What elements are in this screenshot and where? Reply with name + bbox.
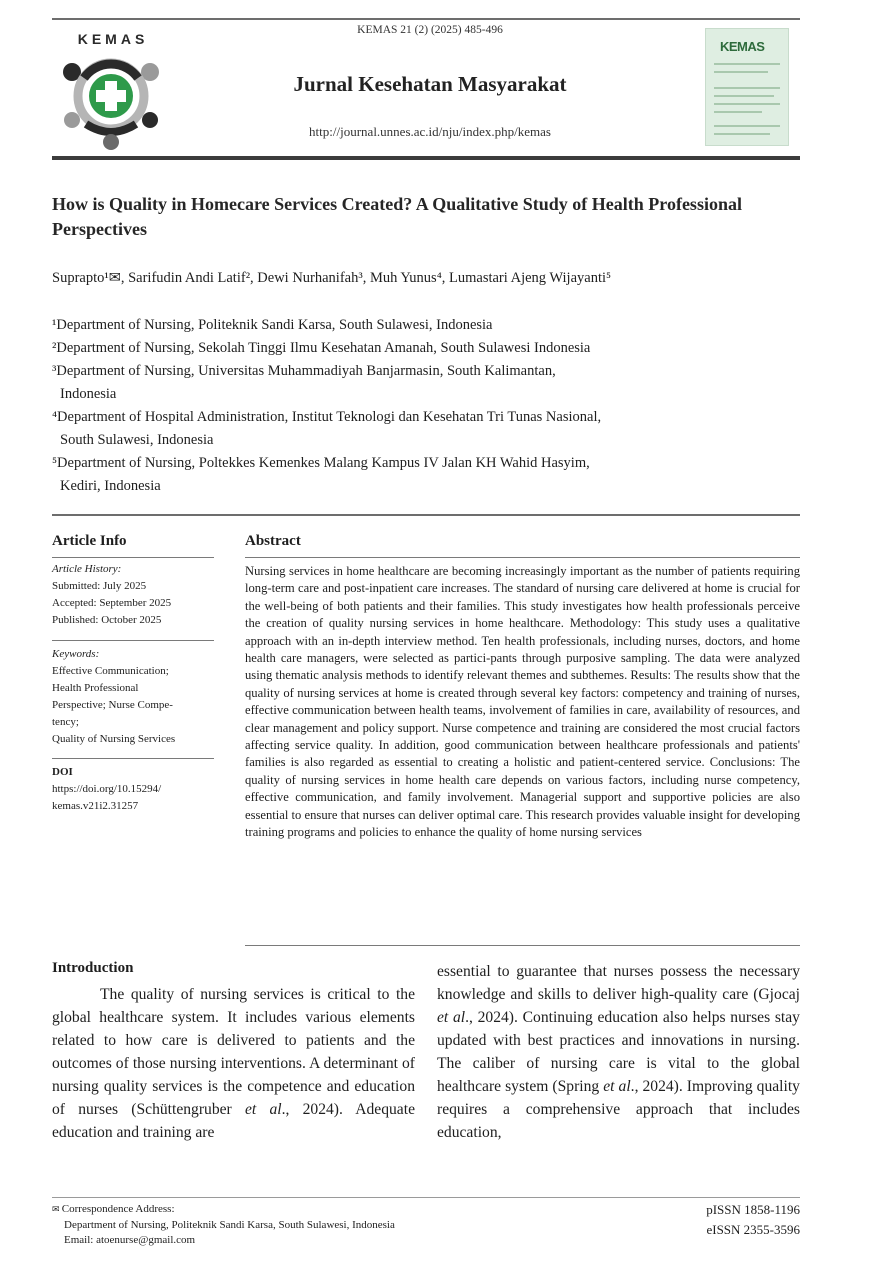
body-text: essential to guarantee that nurses possess the necessary knowledge and skills to deliver high-quality care (Gjocaj [437, 963, 800, 1003]
affiliation-line: ¹Department of Nursing, Politeknik Sandi Karsa, South Sulawesi, Indonesia [52, 317, 493, 333]
abstract-bottom-rule [245, 945, 800, 946]
cover-title: KEMAS [720, 39, 765, 54]
envelope-icon: ✉ [52, 1204, 62, 1214]
journal-url[interactable]: http://journal.unnes.ac.id/nju/index.php/kemas [309, 124, 551, 139]
body-text: ., 2024). Improving quality requires a comprehensive approach that includes education, [437, 1078, 800, 1141]
citation-etal: et al [603, 1078, 631, 1095]
footer-rule [52, 1197, 800, 1198]
abstract-rule [245, 557, 800, 558]
header-bottom-rule [52, 156, 800, 160]
svg-text:KEMAS: KEMAS [77, 31, 149, 47]
citation-etal: et al [244, 1101, 282, 1118]
abstract-heading: Abstract [245, 533, 301, 549]
affiliation-4 [52, 406, 812, 452]
body-text: The quality of nursing services is critical to the global healthcare system. It includes various elements related to how care is delivered to patients and the outcomes of those nursing interventions. A determinant of nursing quality services is the competence and education of nurses (Schüttengruber [52, 986, 415, 1118]
keywords-label: Keywords: [52, 648, 100, 660]
doi-link[interactable]: https://doi.org/10.15294/ [52, 783, 162, 795]
pissn: pISSN 1858-1196 [706, 1202, 800, 1217]
affiliation-5 [52, 452, 812, 498]
author-list: Suprapto¹✉, Sarifudin Andi Latif², Dewi Nurhanifah³, Muh Yunus⁴, Lumastari Ajeng Wijayanti⁵ [52, 270, 612, 286]
article-info-rule [52, 640, 214, 641]
body-text: ., 2024). Continuing education also helps nurses stay updated with best practices and innovations in nursing. The caliber of nursing care is vital to the global healthcare system (Spring [437, 1009, 800, 1095]
journal-reference: KEMAS 21 (2) (2025) 485-496 [357, 24, 503, 36]
keyword-line: Perspective; Nurse Compe- [52, 699, 173, 711]
history-label: Article History: [52, 563, 122, 575]
affiliation-line: ⁵Department of Nursing, Poltekkes Kemenkes Malang Kampus IV Jalan KH Wahid Hasyim, [52, 455, 590, 471]
correspondence-email[interactable]: Email: atoenurse@gmail.com [64, 1234, 196, 1247]
article-info-rule [52, 557, 214, 558]
submitted-date: Submitted: July 2025 [52, 580, 147, 592]
citation-etal: et al [437, 1009, 466, 1026]
journal-cover-thumbnail [705, 28, 789, 146]
affiliation-line: ⁴Department of Hospital Administration, Institut Teknologi dan Kesehatan Tri Tunas Nasional, [52, 409, 602, 425]
correspondence-block [52, 1202, 395, 1249]
article-info-heading: Article Info [52, 533, 127, 549]
keyword-line: tency; [52, 716, 79, 728]
affiliation-line-continued: South Sulawesi, Indonesia [60, 432, 214, 448]
article-title: How is Quality in Homecare Services Created? A Qualitative Study of Health Professional Perspectives [52, 194, 742, 239]
affiliation-line-continued: Kediri, Indonesia [60, 478, 161, 494]
doi-label: DOI [52, 766, 73, 778]
affiliation-line: ³Department of Nursing, Universitas Muhammadiyah Banjarmasin, South Kalimantan, [52, 363, 556, 379]
introduction-heading: Introduction [52, 960, 134, 976]
correspondence-label: Correspondence Address: [61, 1203, 175, 1215]
abstract-text: Nursing services in home healthcare are becoming increasingly important as the number of patients requiring long-term care and post-inpatient care increases. The standard of nursing care delivered at home is crucial for the well-being of both patients and their families. This study investigates how health professionals perceive the creation of quality nursing services in home healthcare. Methodology: This study uses a qualitative approach with an in-depth interview method. Ten health professionals, including nurses, doctors, and home health care managers, were selected as partici-pants through purposive sampling. The data were analyzed using thematic analysis methods to identify relevant themes and subthemes. Results: The results show that the quality of nursing services at home is created through several key factors: competency and training of nurses, effective communication between health teams, involvement of families in care, availability of resources, and clear management and policy support. Nurse competence and training are considered the most crucial factors affecting service quality. In addition, good communication between healthcare professionals and patients' families is also regarded as essential to creating a holistic and patient-centered service. Conclusions: The quality of nursing services in home health care depends on various factors, including nurse competency, effective communication, and family involvement. Managerial support and supportive policies are also essential to ensure that nurses can deliver optimal care. This research provides valuable insight for developing training programs and policies to enhance the quality of home nursing services [245, 564, 800, 840]
article-history [52, 561, 217, 629]
affiliation-1 [52, 314, 812, 337]
eissn: eISSN 2355-3596 [706, 1222, 800, 1237]
accepted-date: Accepted: September 2025 [52, 597, 172, 609]
doi-block [52, 764, 217, 815]
section-divider [52, 514, 800, 516]
body-column-right [437, 960, 800, 1144]
affiliation-2 [52, 337, 812, 360]
keyword-line: Health Professional [52, 682, 139, 694]
body-column-left [52, 983, 415, 1144]
kemas-logo [58, 28, 168, 152]
doi-link[interactable]: kemas.v21i2.31257 [52, 800, 139, 812]
article-info-rule [52, 758, 214, 759]
keyword-line: Effective Communication; [52, 665, 169, 677]
header-top-rule [52, 18, 800, 20]
journal-name: Jurnal Kesehatan Masyarakat [293, 72, 567, 96]
keyword-line: Quality of Nursing Services [52, 733, 176, 745]
affiliation-line: ²Department of Nursing, Sekolah Tinggi Ilmu Kesehatan Amanah, South Sulawesi Indonesia [52, 340, 591, 356]
affiliation-line-continued: Indonesia [60, 386, 117, 402]
affiliation-3 [52, 360, 812, 406]
published-date: Published: October 2025 [52, 614, 162, 626]
keywords-block [52, 646, 217, 748]
issn-block [650, 1200, 800, 1240]
body-text: ., 2024). Adequate education and training are [52, 1101, 415, 1141]
correspondence-address: Department of Nursing, Politeknik Sandi Karsa, South Sulawesi, Indonesia [64, 1218, 395, 1231]
